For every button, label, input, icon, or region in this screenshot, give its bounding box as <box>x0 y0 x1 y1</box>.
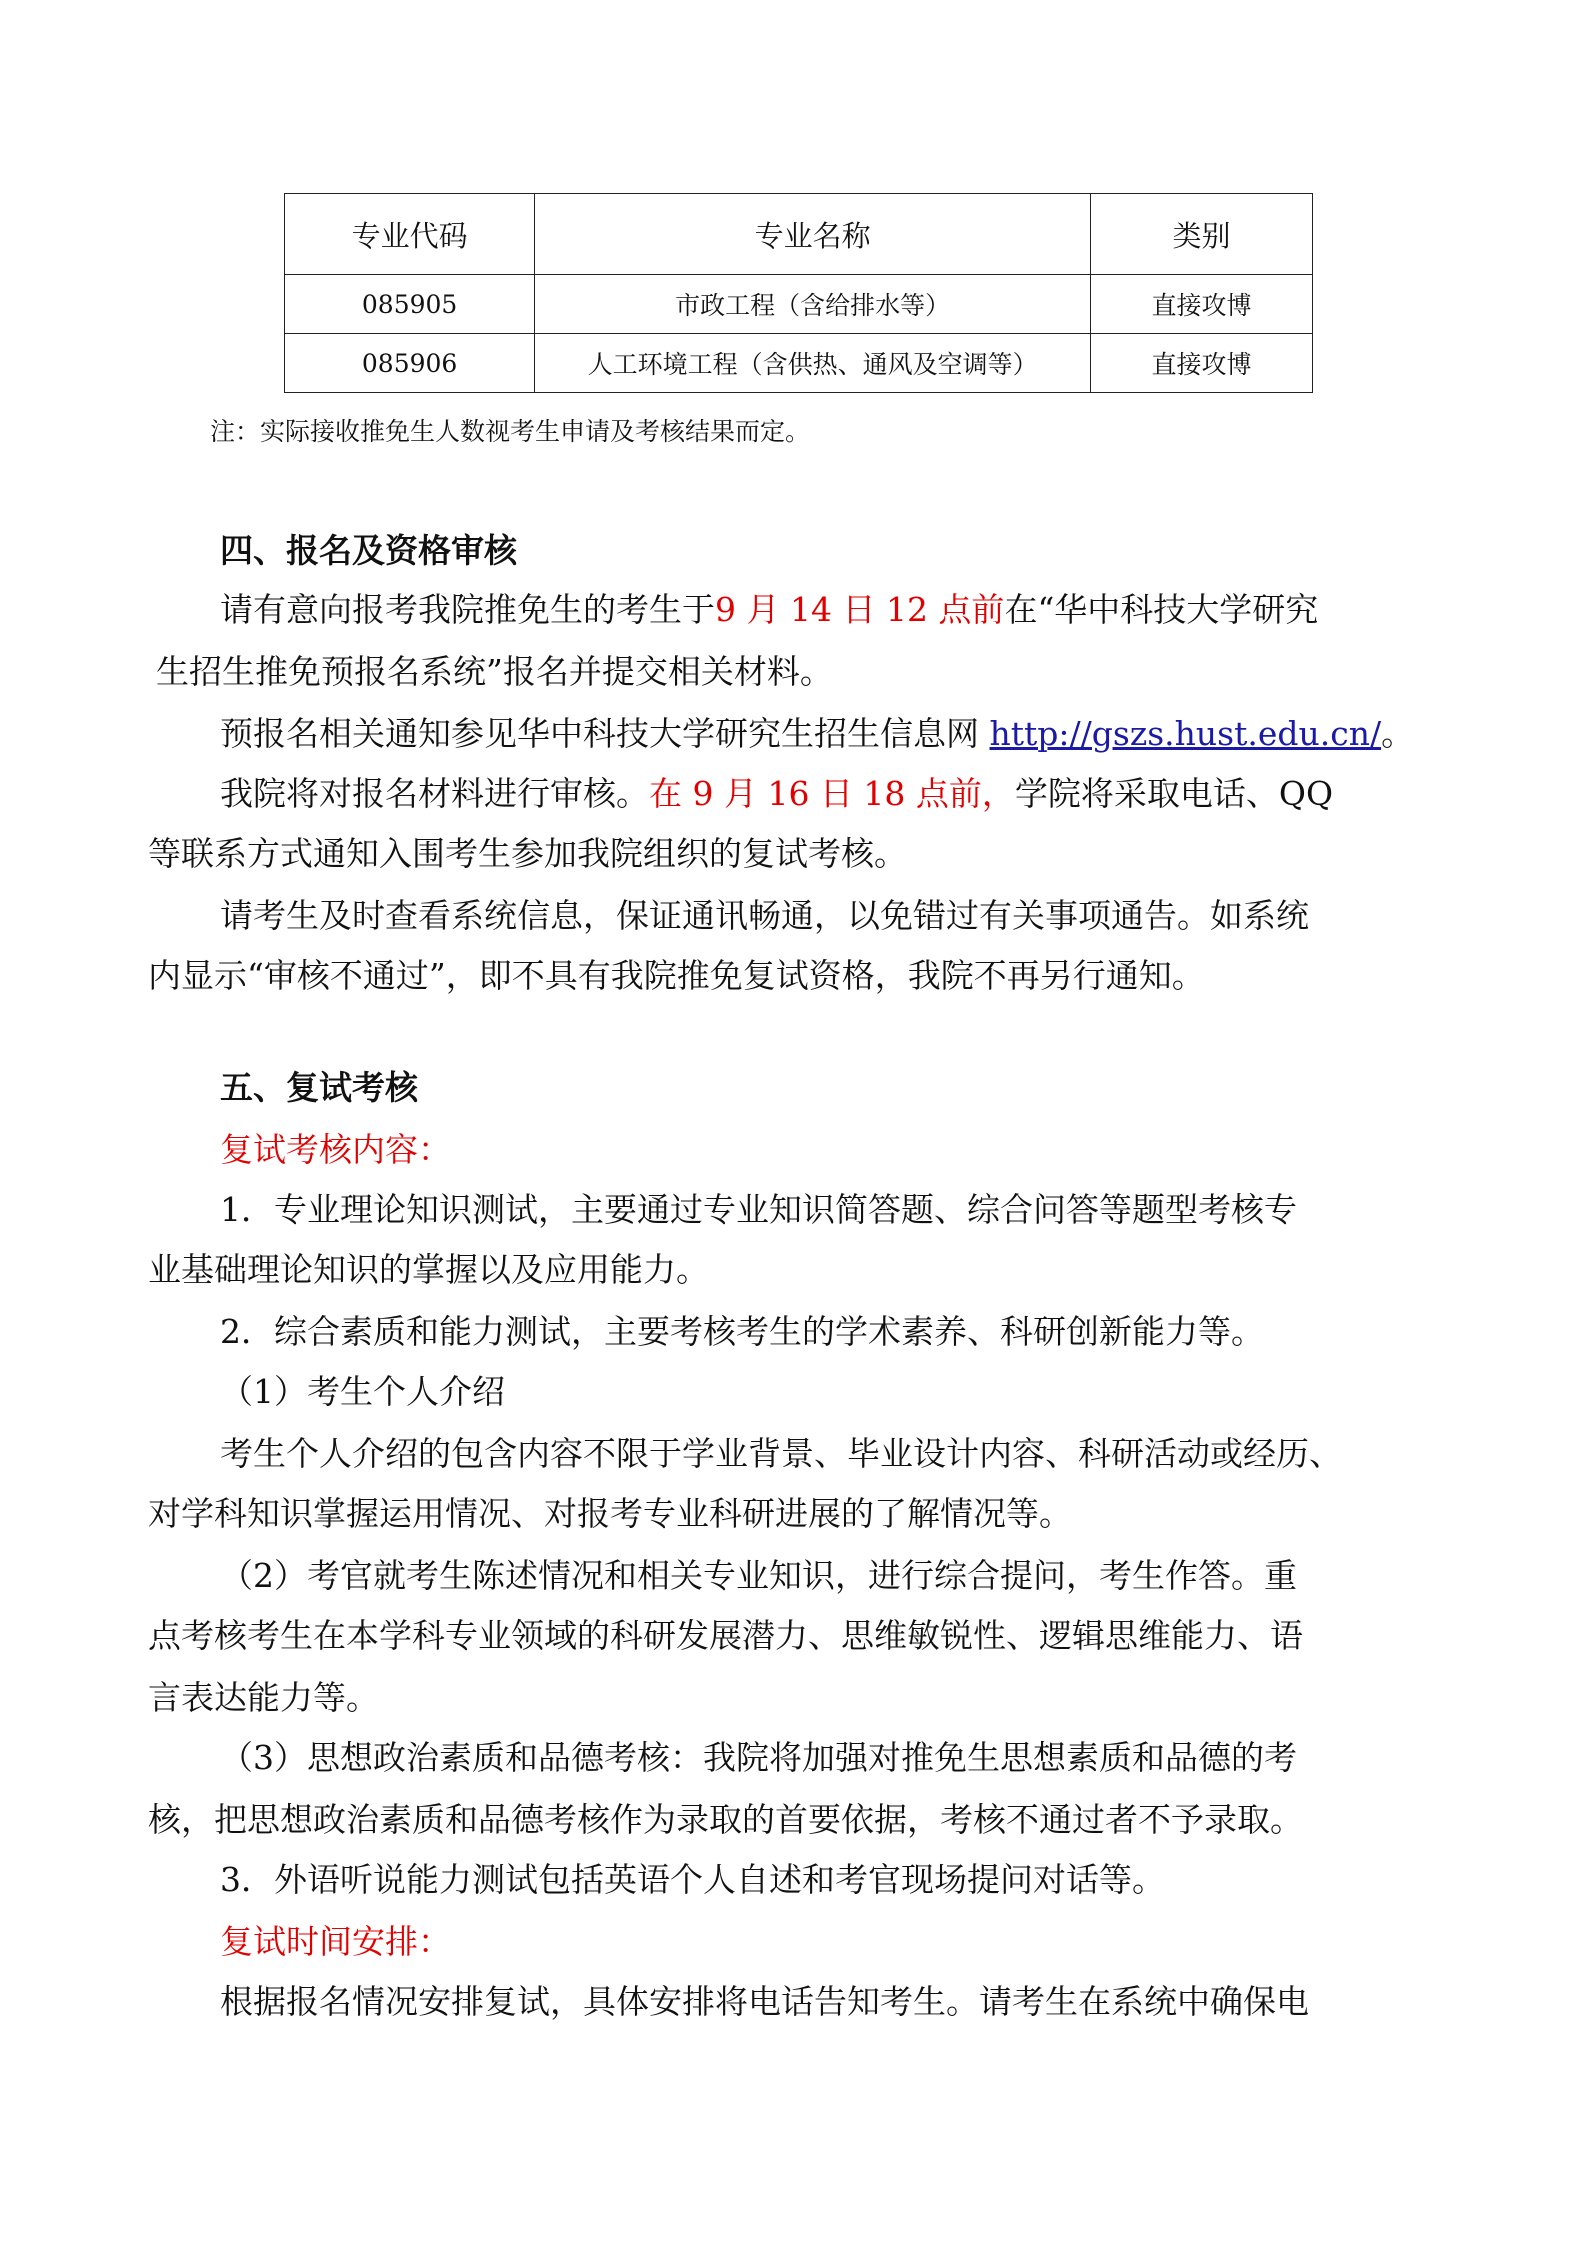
text-line: 请考生及时查看系统信息，保证通讯畅通，以免错过有关事项通告。如系统 <box>220 896 1309 935</box>
table-header-row <box>285 194 1313 275</box>
text-line: 3．外语听说能力测试包括英语个人自述和考官现场提问对话等。 <box>220 1860 1165 1899</box>
cell-category: 直接攻博 <box>1090 275 1312 334</box>
header-name: 专业名称 <box>535 194 1091 275</box>
text-line: 2．综合素质和能力测试，主要考核考生的学术素养、科研创新能力等。 <box>220 1312 1264 1351</box>
text-line: 考生个人介绍的包含内容不限于学业背景、毕业设计内容、科研活动或经历、 <box>220 1434 1342 1473</box>
text-line: 等联系方式通知入围考生参加我院组织的复试考核。 <box>148 834 907 873</box>
text: 在“华中科技大学研究 <box>1004 590 1319 629</box>
text-line: 核，把思想政治素质和品德考核作为录取的首要依据，考核不通过者不予录取。 <box>148 1800 1303 1839</box>
subheading-schedule: 复试时间安排： <box>220 1922 451 1961</box>
paragraph-review <box>220 768 1333 815</box>
cell-category: 直接攻博 <box>1090 334 1312 393</box>
header-category: 类别 <box>1090 194 1312 275</box>
header-code: 专业代码 <box>285 194 535 275</box>
table-row <box>285 334 1313 393</box>
cell-name: 人工环境工程（含供热、通风及空调等） <box>535 334 1091 393</box>
text-line: 内显示“审核不通过”，即不具有我院推免复试资格，我院不再另行通知。 <box>148 956 1205 995</box>
text-line: 生招生推免预报名系统”报名并提交相关材料。 <box>156 652 833 691</box>
website-link[interactable]: http://gszs.hust.edu.cn/ <box>989 714 1382 753</box>
section-4-title: 四、报名及资格审核 <box>220 531 517 570</box>
text-line: （2）考官就考生陈述情况和相关专业知识，进行综合提问，考生作答。重 <box>220 1556 1297 1595</box>
registration-deadline: 9 月 14 日 12 点前 <box>715 590 1005 629</box>
cell-name: 市政工程（含给排水等） <box>535 275 1091 334</box>
cell-code: 085905 <box>285 275 535 334</box>
text-line: 业基础理论知识的掌握以及应用能力。 <box>148 1250 709 1289</box>
paragraph-registration <box>220 584 1318 631</box>
text-line: 对学科知识掌握运用情况、对报考专业科研进展的了解情况等。 <box>148 1494 1072 1533</box>
text: 学院将采取电话、QQ <box>1014 774 1334 813</box>
text-line: 点考核考生在本学科专业领域的科研发展潜力、思维敏锐性、逻辑思维能力、语 <box>148 1616 1303 1655</box>
text: 请有意向报考我院推免生的考生于 <box>220 590 715 629</box>
text-line: （3）思想政治素质和品德考核：我院将加强对推免生思想素质和品德的考 <box>220 1738 1297 1777</box>
text: 。 <box>1381 714 1415 753</box>
section-5-title: 五、复试考核 <box>220 1068 418 1107</box>
paragraph-notice <box>220 708 1414 755</box>
text-line: 言表达能力等。 <box>148 1678 379 1717</box>
text-line: 1．专业理论知识测试，主要通过专业知识简答题、综合问答等题型考核专 <box>220 1190 1297 1229</box>
text: 预报名相关通知参见华中科技大学研究生招生信息网 <box>220 714 990 753</box>
subheading-content: 复试考核内容： <box>220 1130 451 1169</box>
text-line: 根据报名情况安排复试，具体安排将电话告知考生。请考生在系统中确保电 <box>220 1982 1309 2021</box>
text: 我院将对报名材料进行审核。 <box>220 774 649 813</box>
majors-table <box>284 193 1313 393</box>
table-row <box>285 275 1313 334</box>
cell-code: 085906 <box>285 334 535 393</box>
table-note: 注：实际接收推免生人数视考生申请及考核结果而定。 <box>210 417 811 446</box>
text-line: （1）考生个人介绍 <box>220 1372 505 1411</box>
review-deadline: 在 9 月 16 日 18 点前， <box>649 774 1015 813</box>
